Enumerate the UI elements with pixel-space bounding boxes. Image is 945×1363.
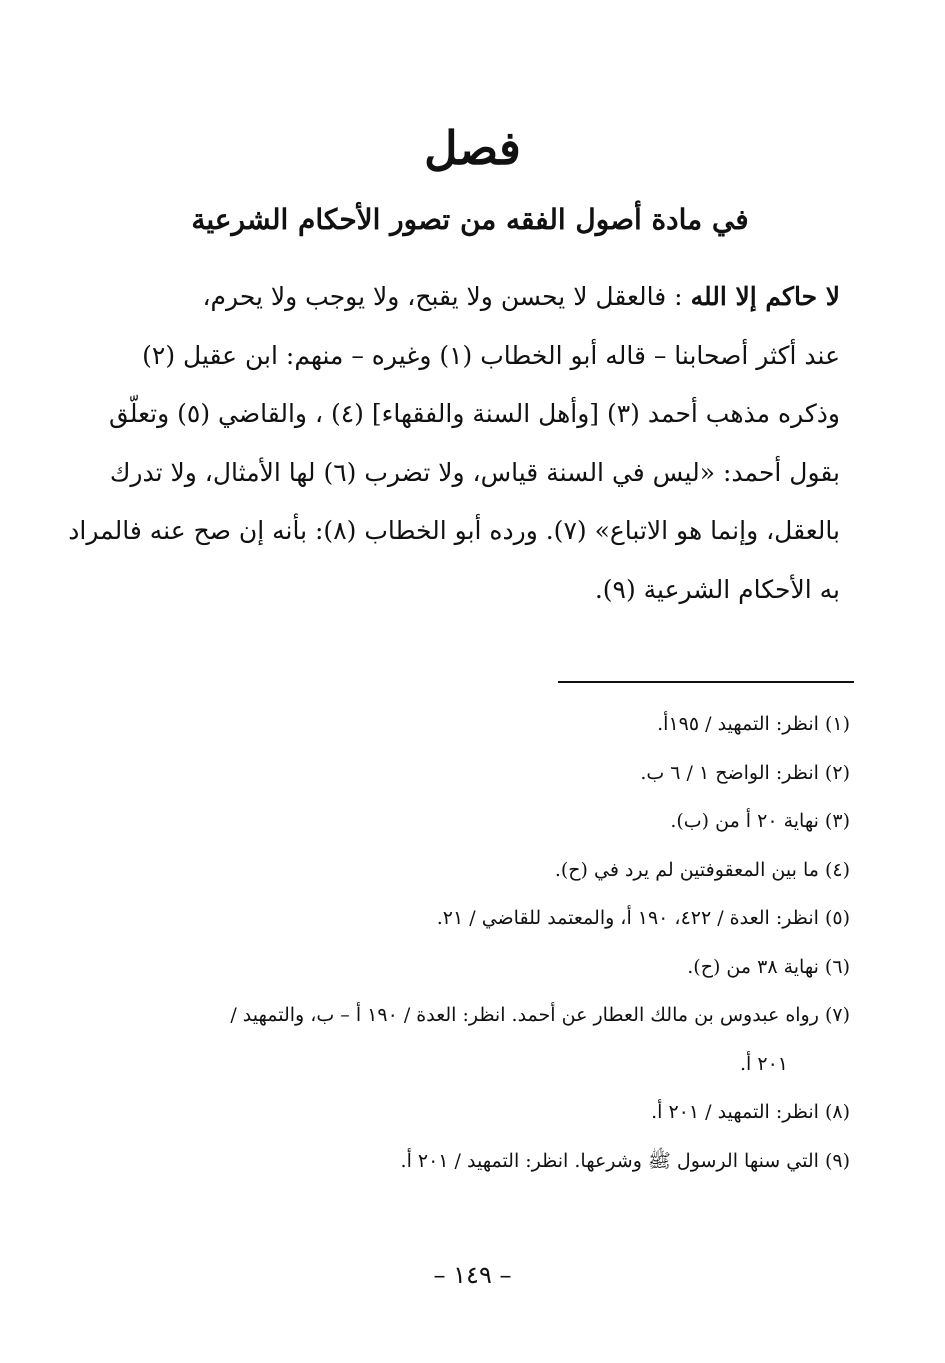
footnote: (١) انظر: التمهيد / ١٩٥أ. — [657, 713, 850, 735]
paragraph-line: وذكره مذهب أحمد (٣) [وأهل السنة والفقهاء] (٤) ، والقاضي (٥) وتعلّق — [108, 399, 840, 428]
footnote: (٤) ما بين المعقوفتين لم يرد في (ح). — [554, 858, 850, 881]
footnote: (٢) انظر: الواضح ١ / ٦ ب. — [640, 761, 850, 784]
paragraph-line: بقول أحمد: «ليس في السنة قياس، ولا تضرب (٦) لها الأمثال، ولا تدرك — [109, 457, 840, 487]
footnote: (٨) انظر: التمهيد / ٢٠١ أ. — [651, 1101, 850, 1123]
footnote: (٥) انظر: العدة / ٤٢٢، ١٩٠ أ، والمعتمد للقاضي / ٢١. — [436, 907, 850, 929]
footnote-separator — [558, 681, 854, 683]
paragraph-line: عند أكثر أصحابنا – قاله أبو الخطاب (١) وغيره – منهم: ابن عقيل (٢) — [142, 340, 840, 370]
footnotes — [128, 700, 850, 1185]
paragraph-line — [128, 268, 840, 327]
bold-lead-phrase: لا حاكم إلا الله — [690, 282, 840, 311]
footnote: (٧) رواه عبدوس بن مالك العطار عن أحمد. انظر: العدة / ١٩٠ أ – ب، والتمهيد / — [230, 1004, 850, 1026]
footnote: (٩) التي سنها الرسول ﷺ وشرعها. انظر: التمهيد / ٢٠١ أ. — [400, 1149, 850, 1172]
main-paragraph — [68, 268, 840, 619]
footnote: (٣) نهاية ٢٠ أ من (ب). — [670, 810, 850, 832]
chapter-subtitle: في مادة أصول الفقه من تصور الأحكام الشرعية — [191, 203, 749, 236]
paragraph-line-text: : فالعقل لا يحسن ولا يقبح، ولا يوجب ولا يحرم، — [202, 282, 683, 311]
footnote: (٦) نهاية ٣٨ من (ح). — [687, 955, 850, 978]
paragraph-line: بالعقل، وإنما هو الاتباع» (٧). ورده أبو الخطاب (٨): بأنه إن صح عنه فالمراد — [68, 516, 840, 545]
paragraph-line: به الأحكام الشرعية (٩). — [594, 574, 840, 604]
page-number: – ١٤٩ – — [433, 1261, 512, 1289]
footnote-continuation: ٢٠١ أ. — [740, 1052, 788, 1075]
chapter-title: فصل — [424, 121, 521, 175]
